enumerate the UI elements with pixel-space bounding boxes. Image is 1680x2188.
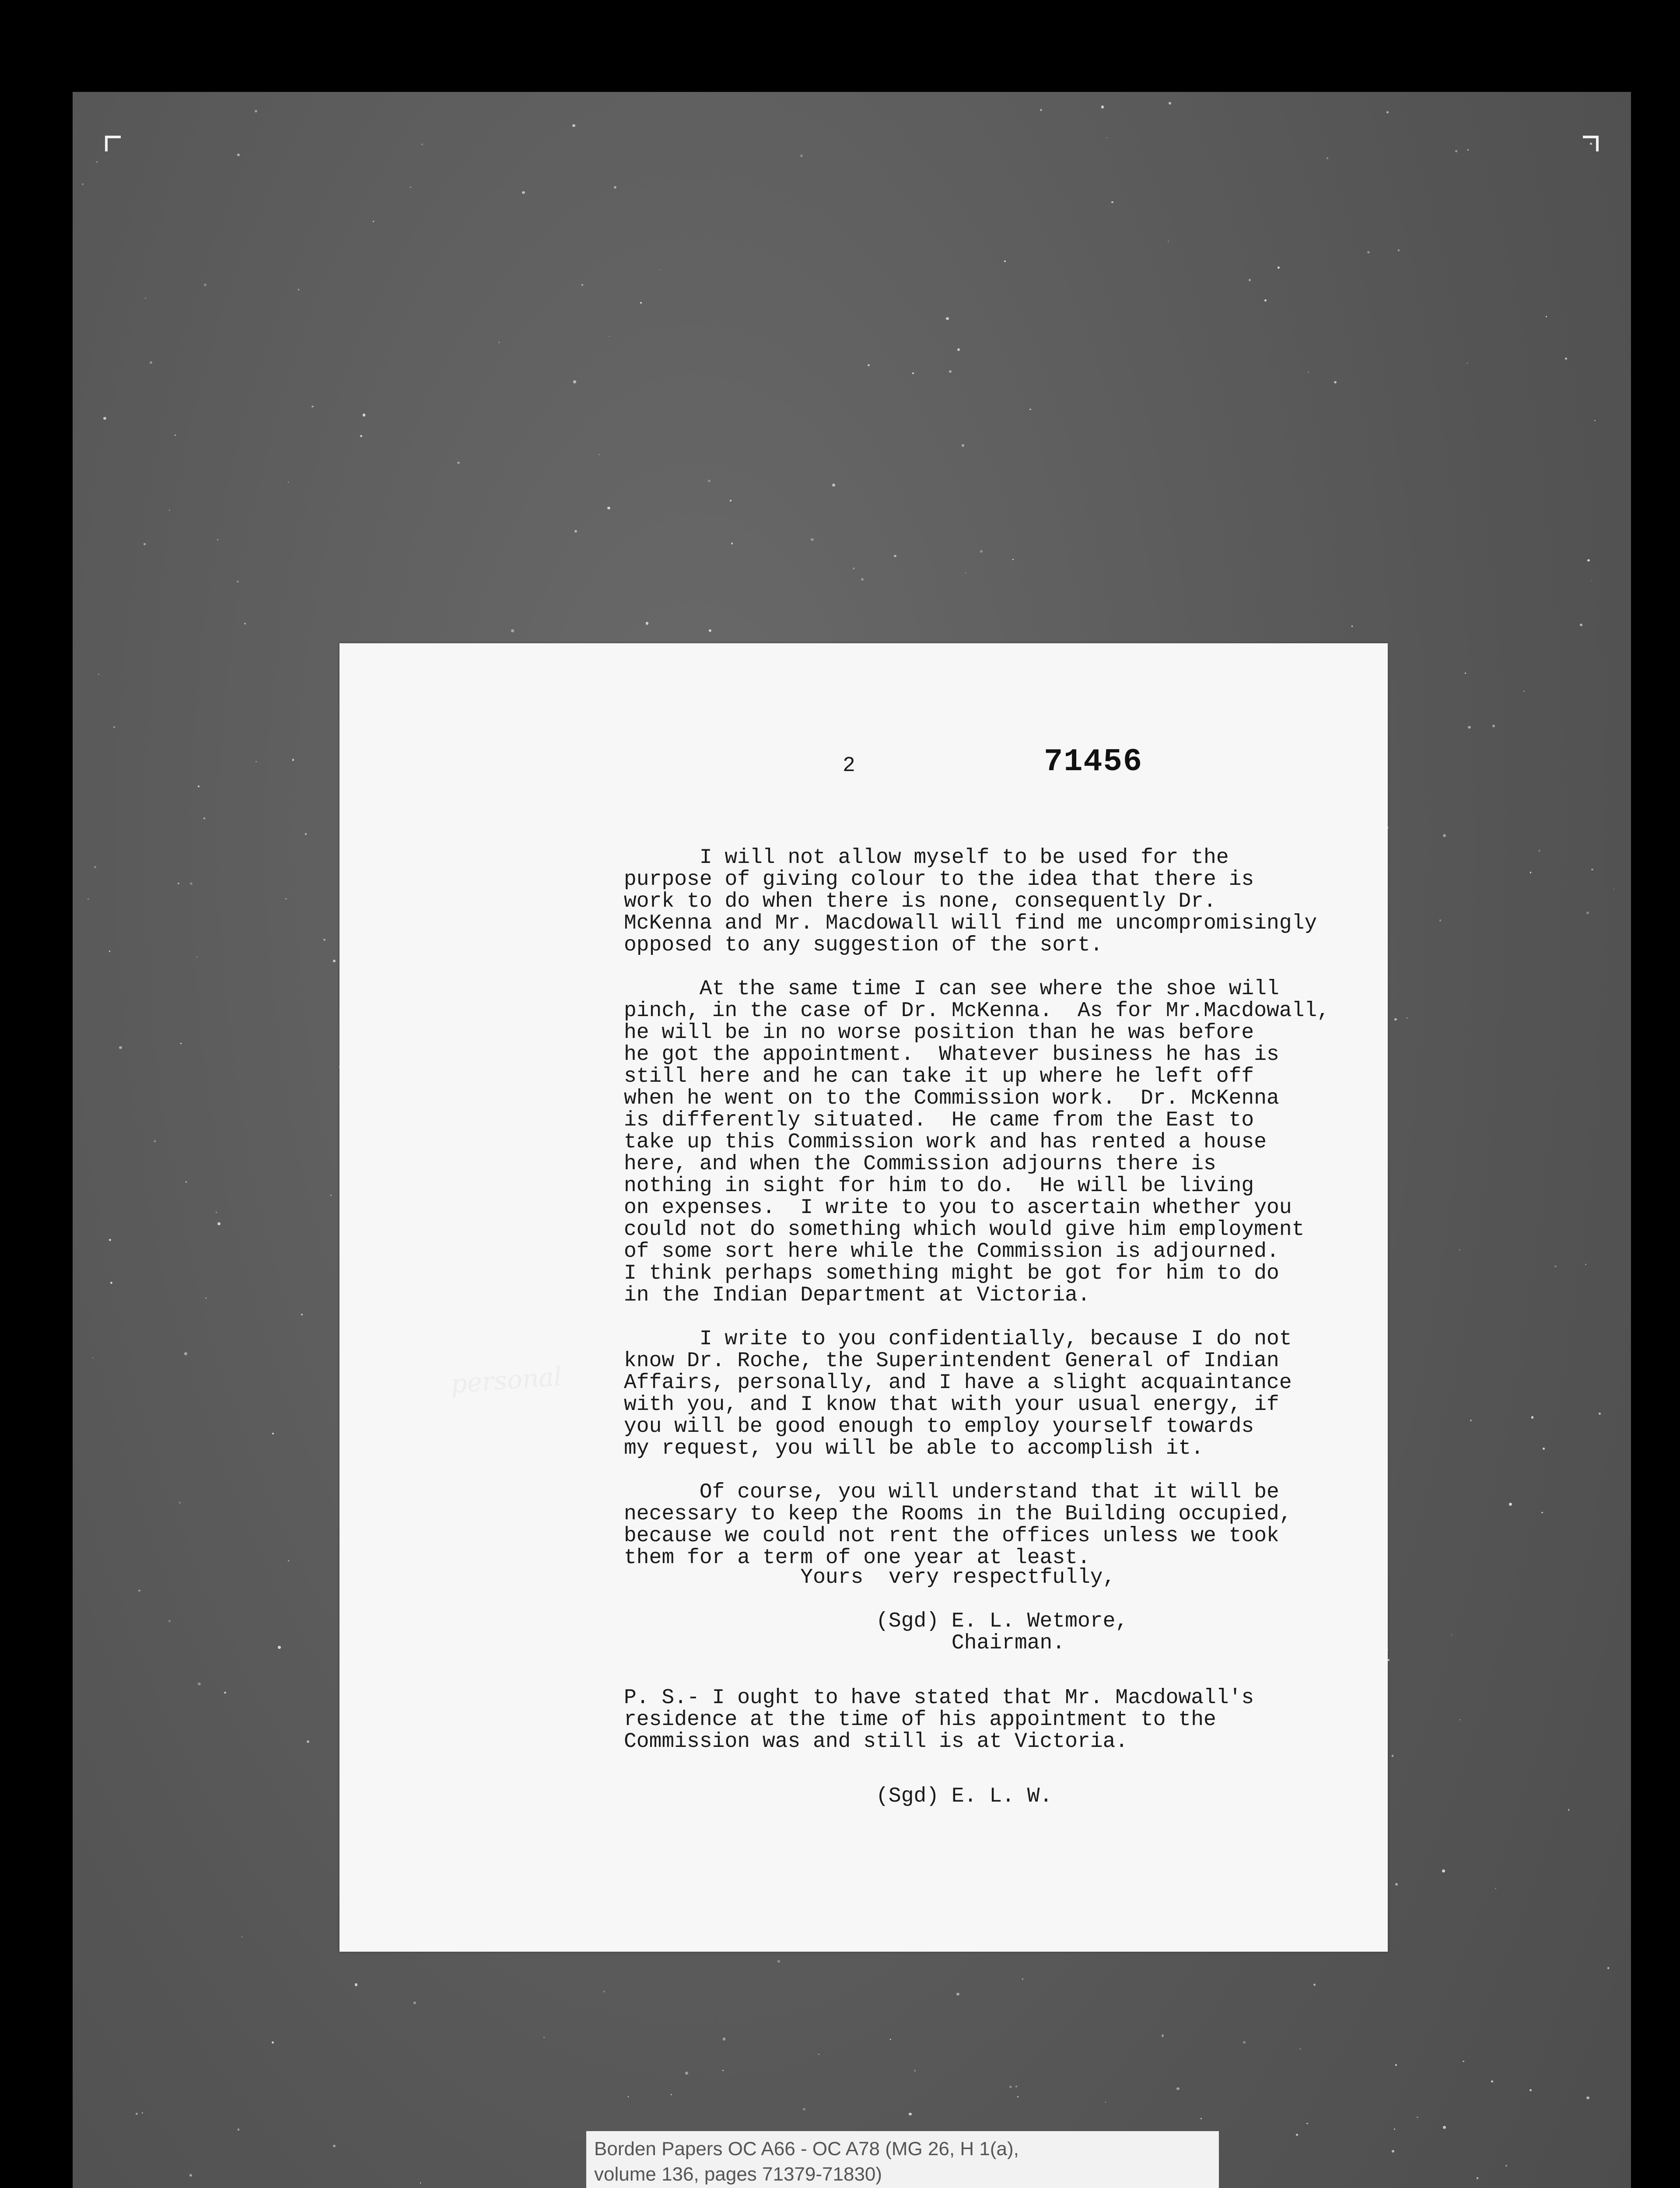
film-speck: [1009, 2086, 1012, 2088]
film-speck: [421, 144, 423, 145]
film-speck: [1467, 149, 1469, 151]
film-speck: [671, 2094, 672, 2095]
film-speck: [722, 2070, 724, 2071]
signoff-line: Yours very respectfully,: [624, 1566, 1116, 1589]
film-speck: [1492, 725, 1495, 727]
body-line: because we could not rent the offices unless we took: [624, 1524, 1279, 1548]
reference-label-line-2: volume 136, pages 71379-71830): [594, 2163, 882, 2185]
body-line: he got the appointment. Whatever business he has is: [624, 1043, 1279, 1066]
film-speck: [646, 622, 648, 624]
film-speck: [499, 342, 500, 343]
body-line: he will be in no worse position than he was before: [624, 1021, 1254, 1045]
body-line: pinch, in the case of Dr. McKenna. As for Mr.Macdowall,: [624, 999, 1330, 1023]
film-speck: [255, 110, 257, 112]
film-speck: [1594, 420, 1595, 421]
film-speck: [811, 538, 813, 541]
postscript-line: P. S.- I ought to have stated that Mr. Macdowall's: [624, 1686, 1254, 1710]
film-speck: [1607, 1967, 1609, 1969]
film-speck: [1004, 260, 1006, 262]
film-speck: [1587, 559, 1589, 561]
film-speck: [82, 183, 84, 185]
body-line: when he went on to the Commission work. Dr. McKenna: [624, 1087, 1279, 1110]
film-speck: [1505, 2165, 1507, 2167]
film-speck: [136, 2113, 137, 2114]
body-line: you will be good enough to employ yourself towards: [624, 1415, 1254, 1438]
film-speck: [1395, 1883, 1398, 1886]
postscript-line: residence at the time of his appointment to the: [624, 1708, 1216, 1732]
document-number: 71456: [1044, 744, 1143, 780]
margin-note-text: personal: [449, 1361, 563, 1399]
film-speck: [723, 2037, 725, 2040]
body-line: [624, 956, 1330, 978]
film-speck: [217, 1222, 220, 1225]
body-line: Affairs, personally, and I have a slight acquaintance: [624, 1371, 1292, 1395]
film-speck: [1168, 241, 1169, 242]
body-line: [624, 1459, 1330, 1481]
film-speck: [420, 2182, 421, 2183]
body-line: Of course, you will understand that it will be: [624, 1480, 1279, 1504]
film-speck: [1585, 1264, 1586, 1265]
body-line: nothing in sight for him to do. He will be living: [624, 1174, 1254, 1198]
film-speck: [1591, 869, 1593, 870]
film-speck: [581, 284, 583, 286]
film-speck: [179, 1502, 181, 1504]
film-speck: [1443, 2126, 1446, 2129]
film-speck: [138, 1590, 140, 1592]
body-line: on expenses. I write to you to ascertain whether you: [624, 1196, 1292, 1220]
film-speck: [144, 543, 146, 545]
film-speck: [659, 269, 660, 270]
film-speck: [1590, 143, 1592, 145]
film-speck: [1243, 2041, 1246, 2044]
signoff-line: (Sgd) E. L. Wetmore,: [624, 1609, 1128, 1633]
letter-page: [340, 643, 1388, 1952]
film-speck: [1541, 1512, 1543, 1514]
film-speck: [373, 221, 374, 222]
film-speck: [800, 154, 803, 157]
film-speck: [413, 2002, 416, 2004]
body-line: purpose of giving colour to the idea that there is: [624, 868, 1254, 891]
film-speck: [1394, 1018, 1396, 1020]
film-speck: [1477, 2177, 1478, 2179]
body-line: necessary to keep the Rooms in the Building occupied,: [624, 1502, 1292, 1526]
film-speck: [912, 372, 914, 374]
signoff-line: [624, 1588, 1128, 1610]
film-speck: [184, 1352, 187, 1355]
film-speck: [1306, 2123, 1308, 2125]
film-speck: [1392, 1755, 1394, 1757]
film-speck: [333, 960, 336, 962]
film-speck: [237, 154, 240, 156]
film-speck: [288, 1560, 289, 1561]
body-line: here, and when the Commission adjourns there is: [624, 1152, 1216, 1176]
film-speck: [603, 1991, 605, 1992]
film-speck: [640, 302, 642, 304]
film-speck: [946, 317, 949, 320]
body-line: my request, you will be able to accomplish it.: [624, 1437, 1204, 1460]
film-speck: [103, 417, 106, 420]
letter-signoff: [624, 1567, 1128, 1654]
postscript-signature: (Sgd) E. L. W.: [624, 1785, 1053, 1808]
film-speck: [256, 761, 257, 762]
film-speck: [522, 191, 525, 194]
body-line: McKenna and Mr. Macdowall will find me uncompromisingly: [624, 912, 1317, 935]
film-speck: [949, 370, 952, 373]
film-speck: [1407, 1017, 1408, 1019]
film-speck: [511, 629, 514, 632]
film-speck: [607, 507, 610, 509]
body-line: still here and he can take it up where he left off: [624, 1065, 1254, 1088]
film-speck: [868, 364, 870, 366]
film-speck: [180, 1043, 182, 1044]
film-speck: [175, 435, 176, 436]
film-speck: [1169, 102, 1171, 105]
film-speck: [1017, 2096, 1018, 2097]
film-speck: [818, 2054, 819, 2055]
film-speck: [355, 1983, 357, 1986]
film-speck: [1468, 726, 1471, 729]
film-speck: [169, 510, 170, 511]
film-speck: [914, 2070, 916, 2072]
body-line: could not do something which would give him employment: [624, 1218, 1305, 1241]
film-speck: [962, 444, 964, 447]
body-line: in the Indian Department at Victoria.: [624, 1283, 1090, 1307]
film-speck: [1470, 1420, 1472, 1421]
body-line: know Dr. Roche, the Superintendent General of Indian: [624, 1349, 1279, 1373]
film-speck: [909, 2113, 911, 2115]
body-line: [624, 1306, 1330, 1328]
film-speck: [980, 550, 983, 553]
film-speck: [272, 1433, 274, 1434]
film-speck: [1539, 850, 1540, 851]
film-speck: [109, 950, 110, 952]
film-speck: [198, 785, 200, 787]
body-line: I write to you confidentially, because I do not: [624, 1327, 1292, 1351]
signoff-line: Chairman.: [624, 1631, 1065, 1655]
film-speck: [1326, 157, 1328, 159]
film-speck: [1586, 2097, 1589, 2100]
film-speck: [1162, 2034, 1164, 2037]
film-speck: [1599, 1413, 1601, 1415]
film-speck: [1531, 1416, 1533, 1418]
film-speck: [861, 578, 864, 581]
film-speck: [119, 1046, 122, 1049]
film-speck: [363, 414, 366, 417]
postscript-line: Commission was and still is at Victoria.: [624, 1730, 1128, 1753]
film-speck: [145, 298, 146, 299]
film-speck: [457, 462, 459, 464]
film-speck: [832, 484, 835, 487]
film-speck: [1543, 1448, 1545, 1450]
film-speck: [301, 1314, 303, 1315]
film-speck: [1105, 2102, 1106, 2103]
reference-label-line-1: Borden Papers OC A66 - OC A78 (MG 26, H 1(a),: [594, 2138, 1019, 2160]
film-speck: [323, 939, 326, 941]
film-speck: [150, 361, 152, 364]
film-speck: [609, 336, 610, 337]
film-speck: [178, 883, 179, 884]
film-speck: [1394, 2128, 1395, 2130]
film-speck: [198, 1683, 201, 1686]
body-line: take up this Commission work and has rented a house: [624, 1130, 1267, 1154]
film-speck: [777, 1960, 780, 1963]
film-speck: [1101, 105, 1104, 108]
film-speck: [98, 674, 99, 675]
reference-label: [586, 2131, 1219, 2188]
crop-mark-top-left: [105, 136, 121, 151]
film-speck: [237, 581, 239, 583]
body-line: of some sort here while the Commission is adjourned.: [624, 1240, 1279, 1263]
film-speck: [203, 817, 205, 819]
film-speck: [1580, 624, 1582, 626]
film-speck: [238, 2128, 239, 2130]
body-line: At the same time I can see where the shoe will: [624, 977, 1279, 1001]
film-speck: [168, 1620, 171, 1622]
film-speck: [312, 406, 313, 407]
film-speck: [573, 380, 576, 383]
film-speck: [1554, 1266, 1556, 1267]
body-line: them for a term of one year at least.: [624, 1546, 1090, 1570]
page-number: 2: [843, 754, 855, 778]
body-line: is differently situated. He came from the East to: [624, 1108, 1254, 1132]
letter-body: [624, 847, 1330, 1569]
body-line: I will not allow myself to be used for the: [624, 846, 1229, 870]
film-speck: [333, 2145, 336, 2147]
film-speck: [1029, 409, 1031, 410]
film-speck: [708, 480, 710, 482]
film-speck: [1465, 673, 1466, 674]
body-line: I think perhaps something might be got for him to do: [624, 1262, 1279, 1285]
letter-postscript: [624, 1687, 1254, 1753]
film-speck: [285, 898, 287, 900]
film-speck: [94, 866, 96, 868]
film-speck: [956, 1993, 959, 1996]
body-line: opposed to any suggestion of the sort.: [624, 933, 1103, 957]
body-line: work to do when there is none, consequently Dr.: [624, 890, 1216, 913]
film-speck: [1012, 559, 1014, 560]
film-speck: [190, 882, 192, 885]
film-speck: [244, 623, 246, 624]
film-speck: [1022, 1978, 1023, 1980]
body-line: with you, and I know that with your usual energy, if: [624, 1393, 1279, 1417]
